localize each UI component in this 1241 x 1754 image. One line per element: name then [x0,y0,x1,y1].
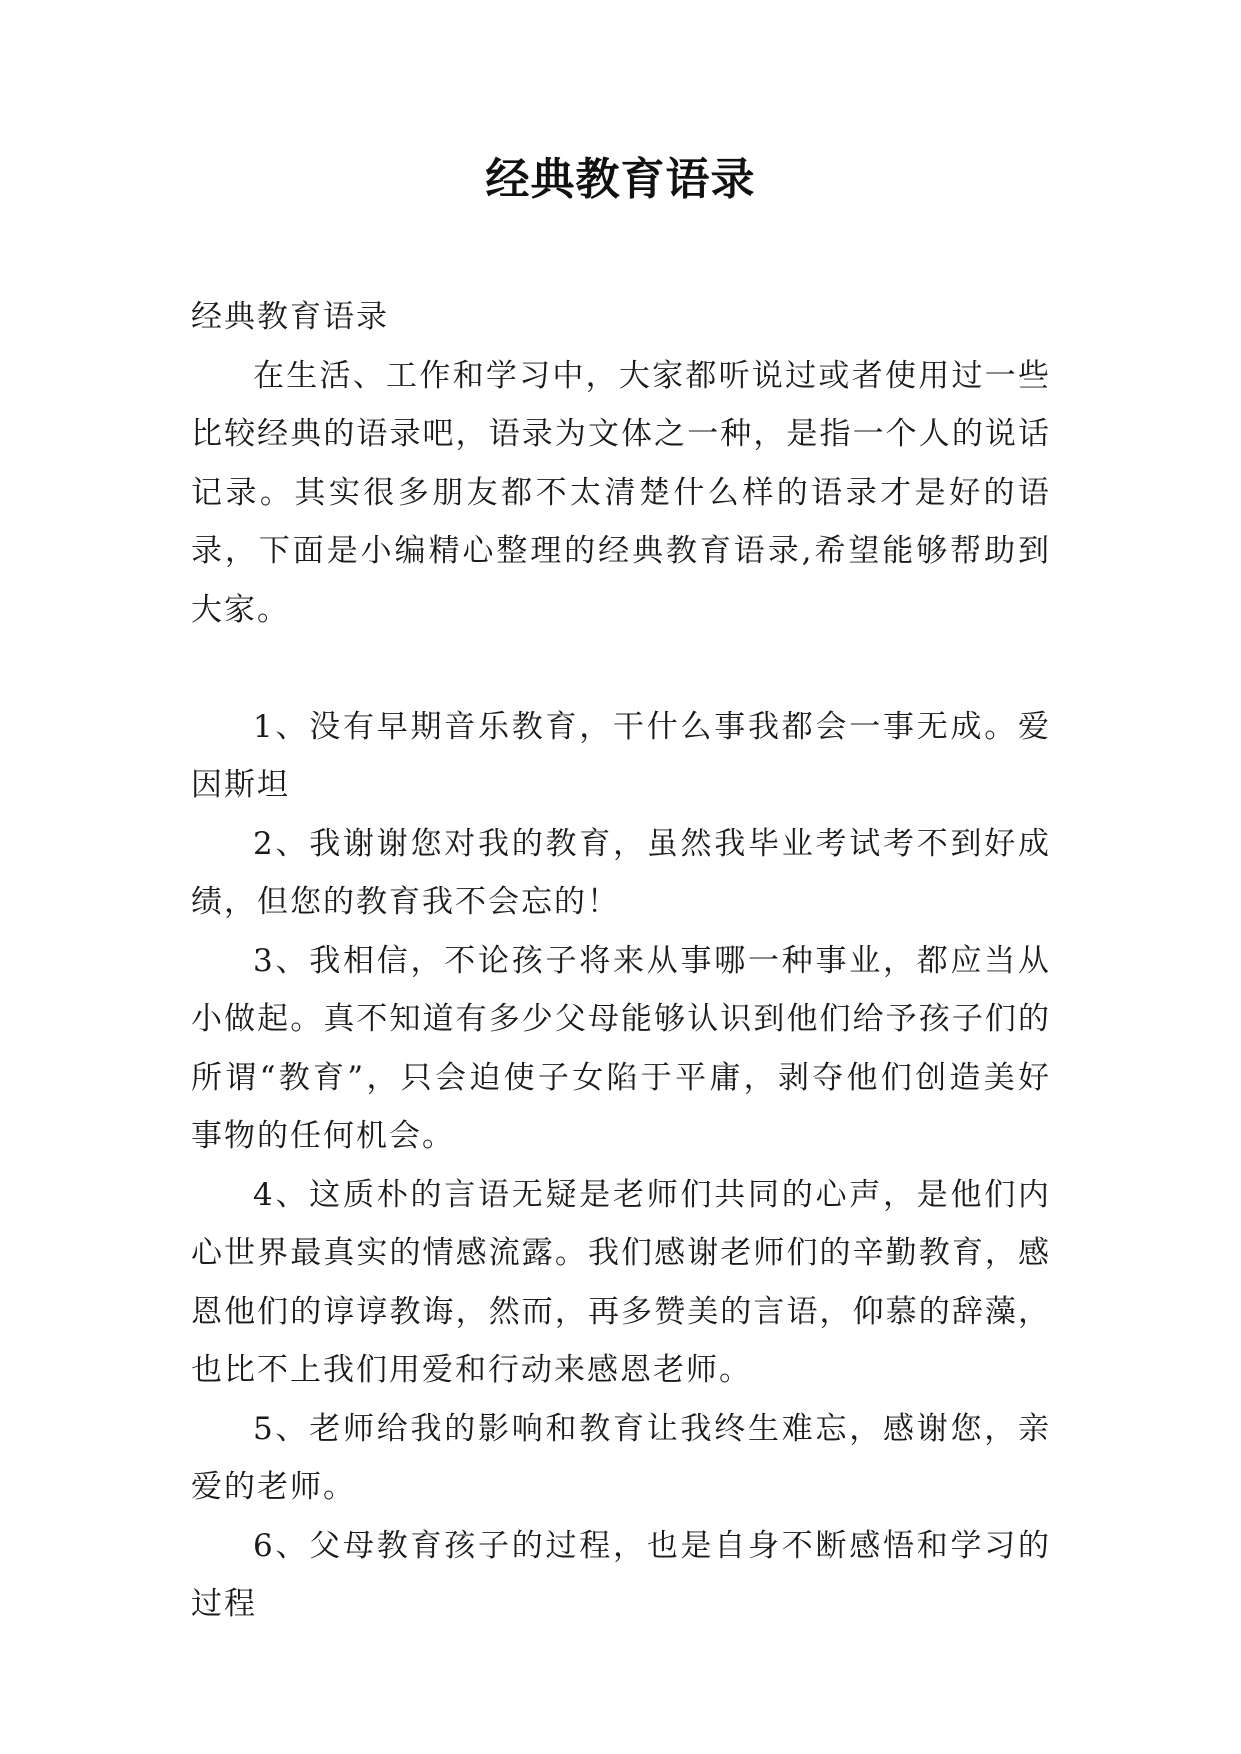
quote-paragraph-6: 6、父母教育孩子的过程，也是自身不断感悟和学习的过程 [191,1527,1051,1622]
quote-paragraph-5: 5、老师给我的影响和教育让我终生难忘，感谢您，亲爱的老师。 [191,1410,1051,1505]
intro-paragraph: 在生活、工作和学习中，大家都听说过或者使用过一些比较经典的语录吧，语录为文体之一种，是指一个人的说话记录。其实很多朋友都不太清楚什么样的语录才是好的语录，下面是小编精心整理的经典教育语录,希望能够帮助到大家。 [191,357,1051,628]
quote-paragraph-1: 1、没有早期音乐教育，干什么事我都会一事无成。爱因斯坦 [191,708,1051,803]
quote-paragraph-4: 4、这质朴的言语无疑是老师们共同的心声，是他们内心世界最真实的情感流露。我们感谢老师们的辛勤教育，感恩他们的谆谆教诲，然而，再多赞美的言语，仰慕的辞藻，也比不上我们用爱和行动来感恩老师。 [191,1176,1051,1388]
quote-paragraph-2: 2、我谢谢您对我的教育，虽然我毕业考试考不到好成绩，但您的教育我不会忘的！ [191,825,1051,920]
quote-paragraph-3: 3、我相信，不论孩子将来从事哪一种事业，都应当从小做起。真不知道有多少父母能够认识到他们给予孩子们的所谓“教育”，只会迫使子女陷于平庸，剥夺他们创造美好事物的任何机会。 [191,942,1051,1154]
paragraph-spacer [191,639,1051,698]
document-title: 经典教育语录 [485,154,756,205]
document-body [191,288,1051,1634]
document-subtitle: 经典教育语录 [191,299,389,335]
